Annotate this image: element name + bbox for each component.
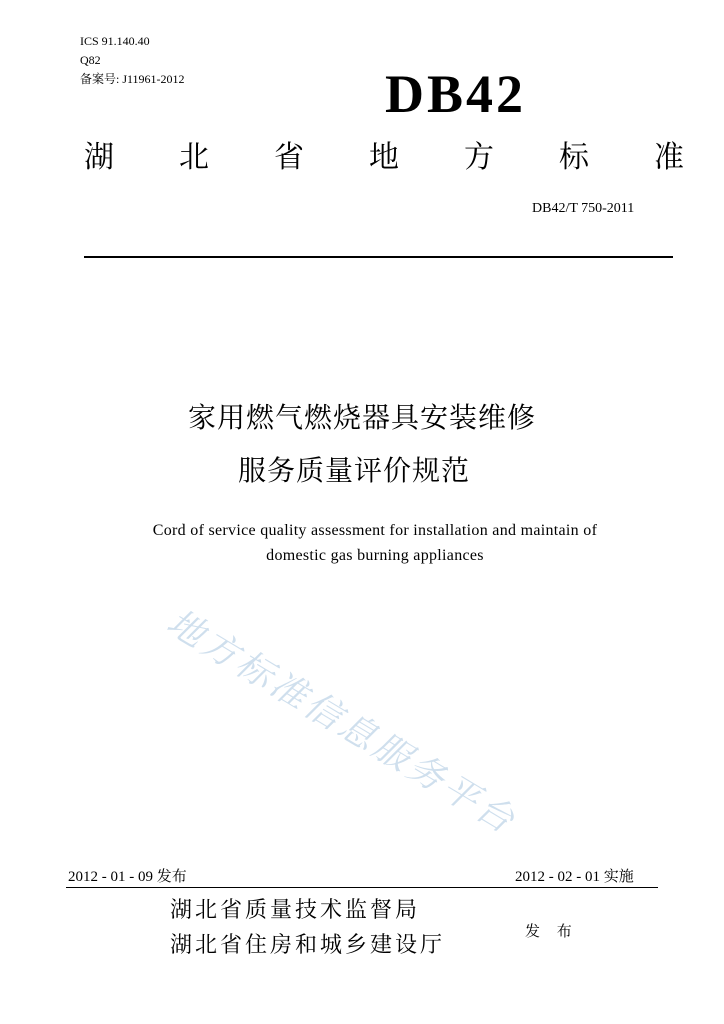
standard-type-char: 北 bbox=[179, 140, 209, 175]
standard-type-char: 准 bbox=[654, 140, 684, 175]
issuer-housing-department: 湖北省住房和城乡建设厅 bbox=[170, 933, 446, 958]
bottom-divider bbox=[66, 887, 658, 888]
standard-code-logo: DB42 bbox=[385, 64, 527, 124]
title-en-line1: Cord of service quality assessment for installation and maintain of bbox=[152, 522, 598, 539]
watermark: 地方标准信息服务平台 bbox=[159, 601, 524, 844]
title-en-line2: domestic gas burning appliances bbox=[266, 547, 484, 564]
standard-type-char: 湖 bbox=[84, 140, 114, 175]
title-cn-line1: 家用燃气燃烧器具安装维修 bbox=[187, 401, 536, 434]
top-divider bbox=[84, 256, 673, 258]
standard-type-char: 地 bbox=[369, 140, 399, 175]
ics-code: ICS 91.140.40 bbox=[80, 34, 150, 48]
standard-type-char: 标 bbox=[559, 140, 589, 175]
standard-number: DB42/T 750-2011 bbox=[532, 201, 635, 216]
record-number: 备案号: J11961-2012 bbox=[80, 72, 185, 86]
title-cn-line2: 服务质量评价规范 bbox=[237, 454, 470, 487]
standard-type-heading bbox=[84, 140, 684, 176]
issue-label: 发 布 bbox=[525, 922, 578, 940]
standard-type-char: 省 bbox=[274, 140, 304, 175]
ccs-code: Q82 bbox=[80, 53, 101, 67]
issue-date: 2012 - 01 - 09 发布 bbox=[68, 869, 187, 885]
issuer-quality-bureau: 湖北省质量技术监督局 bbox=[170, 898, 421, 923]
implementation-date: 2012 - 02 - 01 实施 bbox=[515, 869, 634, 885]
standard-type-char: 方 bbox=[464, 140, 494, 175]
